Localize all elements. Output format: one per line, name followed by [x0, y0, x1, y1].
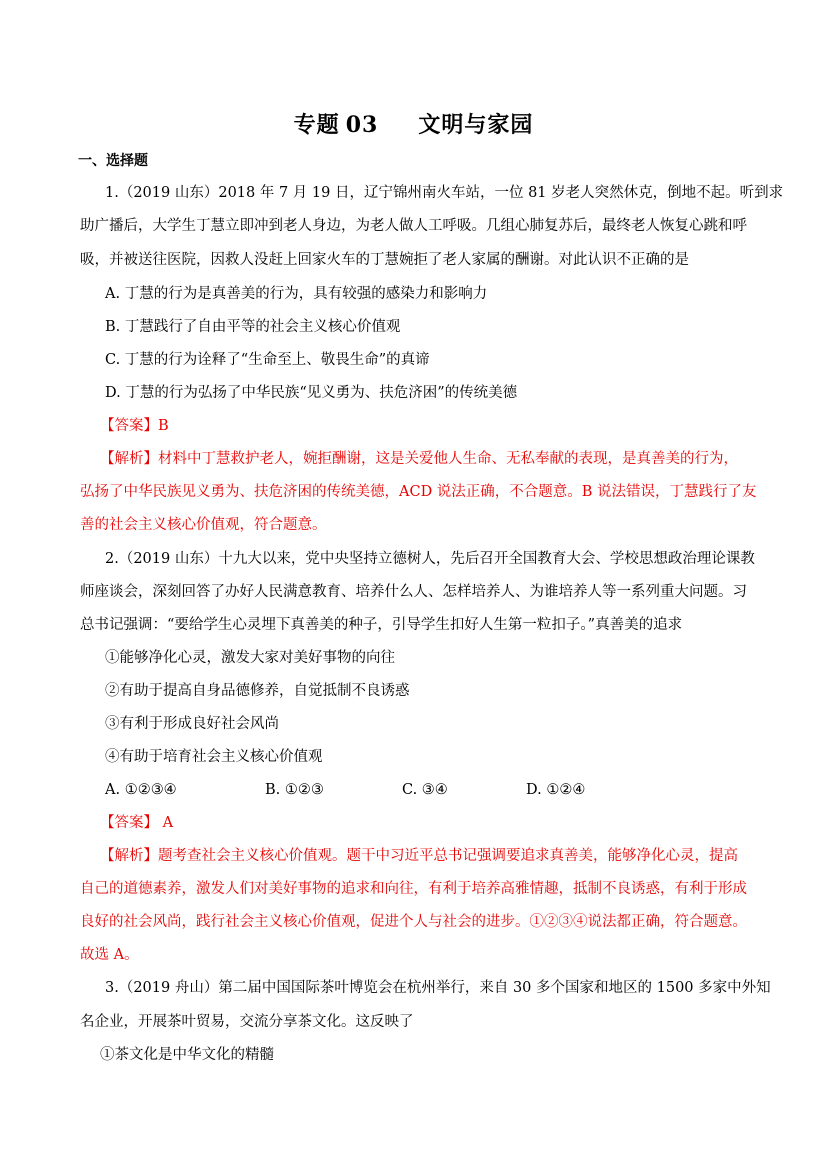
q2-item-4: ④有助于培育社会主义核心价值观 — [105, 749, 323, 765]
q3-line-2: 名企业，开展茶叶贸易，交流分享茶文化。这反映了 — [80, 1014, 414, 1030]
q2-analysis-4: 故选 A。 — [80, 947, 139, 963]
q3-line-1: 3.（2019 舟山）第二届中国国际茶叶博览会在杭州举行，来自 30 多个国家和地区的 1500 多家中外知 — [105, 980, 771, 996]
page-title — [0, 108, 827, 139]
q1-line-2: 助广播后，大学生丁慧立即冲到老人身边，为老人做人工呼吸。几组心肺复苏后，最终老人恢复心跳和呼 — [80, 218, 747, 234]
q2-line-1: 2.（2019 山东）十九大以来，党中央坚持立德树人，先后召开全国教育大会、学校思想政治理论课教 — [105, 551, 755, 567]
q2-options — [105, 780, 777, 800]
q2-line-3: 总书记强调：“要给学生心灵埋下真善美的种子，引导学生扣好人生第一粒扣子。”真善美的追求 — [80, 617, 683, 633]
q3-item-1: ①茶文化是中华文化的精髓 — [100, 1047, 274, 1063]
q2-item-1: ①能够净化心灵，激发大家对美好事物的向往 — [105, 650, 395, 666]
q1-option-a: A. 丁慧的行为是真善美的行为，具有较强的感染力和影响力 — [105, 286, 488, 302]
q2-analysis-3: 良好的社会风尚，践行社会主义核心价值观，促进个人与社会的进步。①②③④说法都正确，符合题意。 — [80, 914, 747, 930]
q2-option-d: D. ①②④ — [526, 782, 586, 798]
q1-analysis-2: 弘扬了中华民族见义勇为、扶危济困的传统美德，ACD 说法正确，不合题意。B 说法错误，丁慧践行了友 — [80, 484, 757, 500]
q1-analysis-3: 善的社会主义核心价值观，符合题意。 — [80, 517, 327, 533]
section-heading: 一、选择题 — [78, 153, 148, 169]
title-name: 文明与家园 — [418, 112, 534, 138]
q1-option-d: D. 丁慧的行为弘扬了中华民族“见义勇为、扶危济困”的传统美德 — [105, 385, 518, 401]
q1-answer: 【答案】B — [100, 418, 169, 434]
q2-analysis-1: 【解析】题考查社会主义核心价值观。题干中习近平总书记强调要追求真善美，能够净化心灵，提高 — [100, 848, 738, 864]
q2-item-2: ②有助于提高自身品德修养，自觉抵制不良诱惑 — [105, 683, 410, 699]
q1-line-1: 1.（2019 山东）2018 年 7 月 19 日，辽宁锦州南火车站，一位 81 岁老人突然休克，倒地不起。听到求 — [105, 185, 784, 201]
title-prefix: 专题 — [293, 112, 340, 138]
q2-answer: 【答案】 A — [100, 815, 174, 831]
q2-line-2: 师座谈会，深刻回答了办好人民满意教育、培养什么人、怎样培养人、为谁培养人等一系列重大问题。习 — [80, 584, 747, 600]
title-number: 03 — [345, 112, 379, 138]
q2-option-a: A. ①②③④ — [105, 782, 177, 798]
q2-option-c: C. ③④ — [402, 782, 448, 798]
q2-item-3: ③有利于形成良好社会风尚 — [105, 716, 279, 732]
q1-analysis-1: 【解析】材料中丁慧救护老人，婉拒酬谢，这是关爱他人生命、无私奉献的表现，是真善美的行为， — [100, 451, 738, 467]
q2-analysis-2: 自己的道德素养，激发人们对美好事物的追求和向往，有利于培养高雅情趣，抵制不良诱惑，有利于形成 — [80, 881, 747, 897]
q1-option-b: B. 丁慧践行了自由平等的社会主义核心价值观 — [105, 319, 401, 335]
q2-option-b: B. ①②③ — [265, 782, 324, 798]
q1-option-c: C. 丁慧的行为诠释了“生命至上、敬畏生命”的真谛 — [105, 352, 430, 368]
q1-line-3: 吸，并被送往医院，因救人没赶上回家火车的丁慧婉拒了老人家属的酬谢。对此认识不正确的是 — [80, 252, 689, 268]
